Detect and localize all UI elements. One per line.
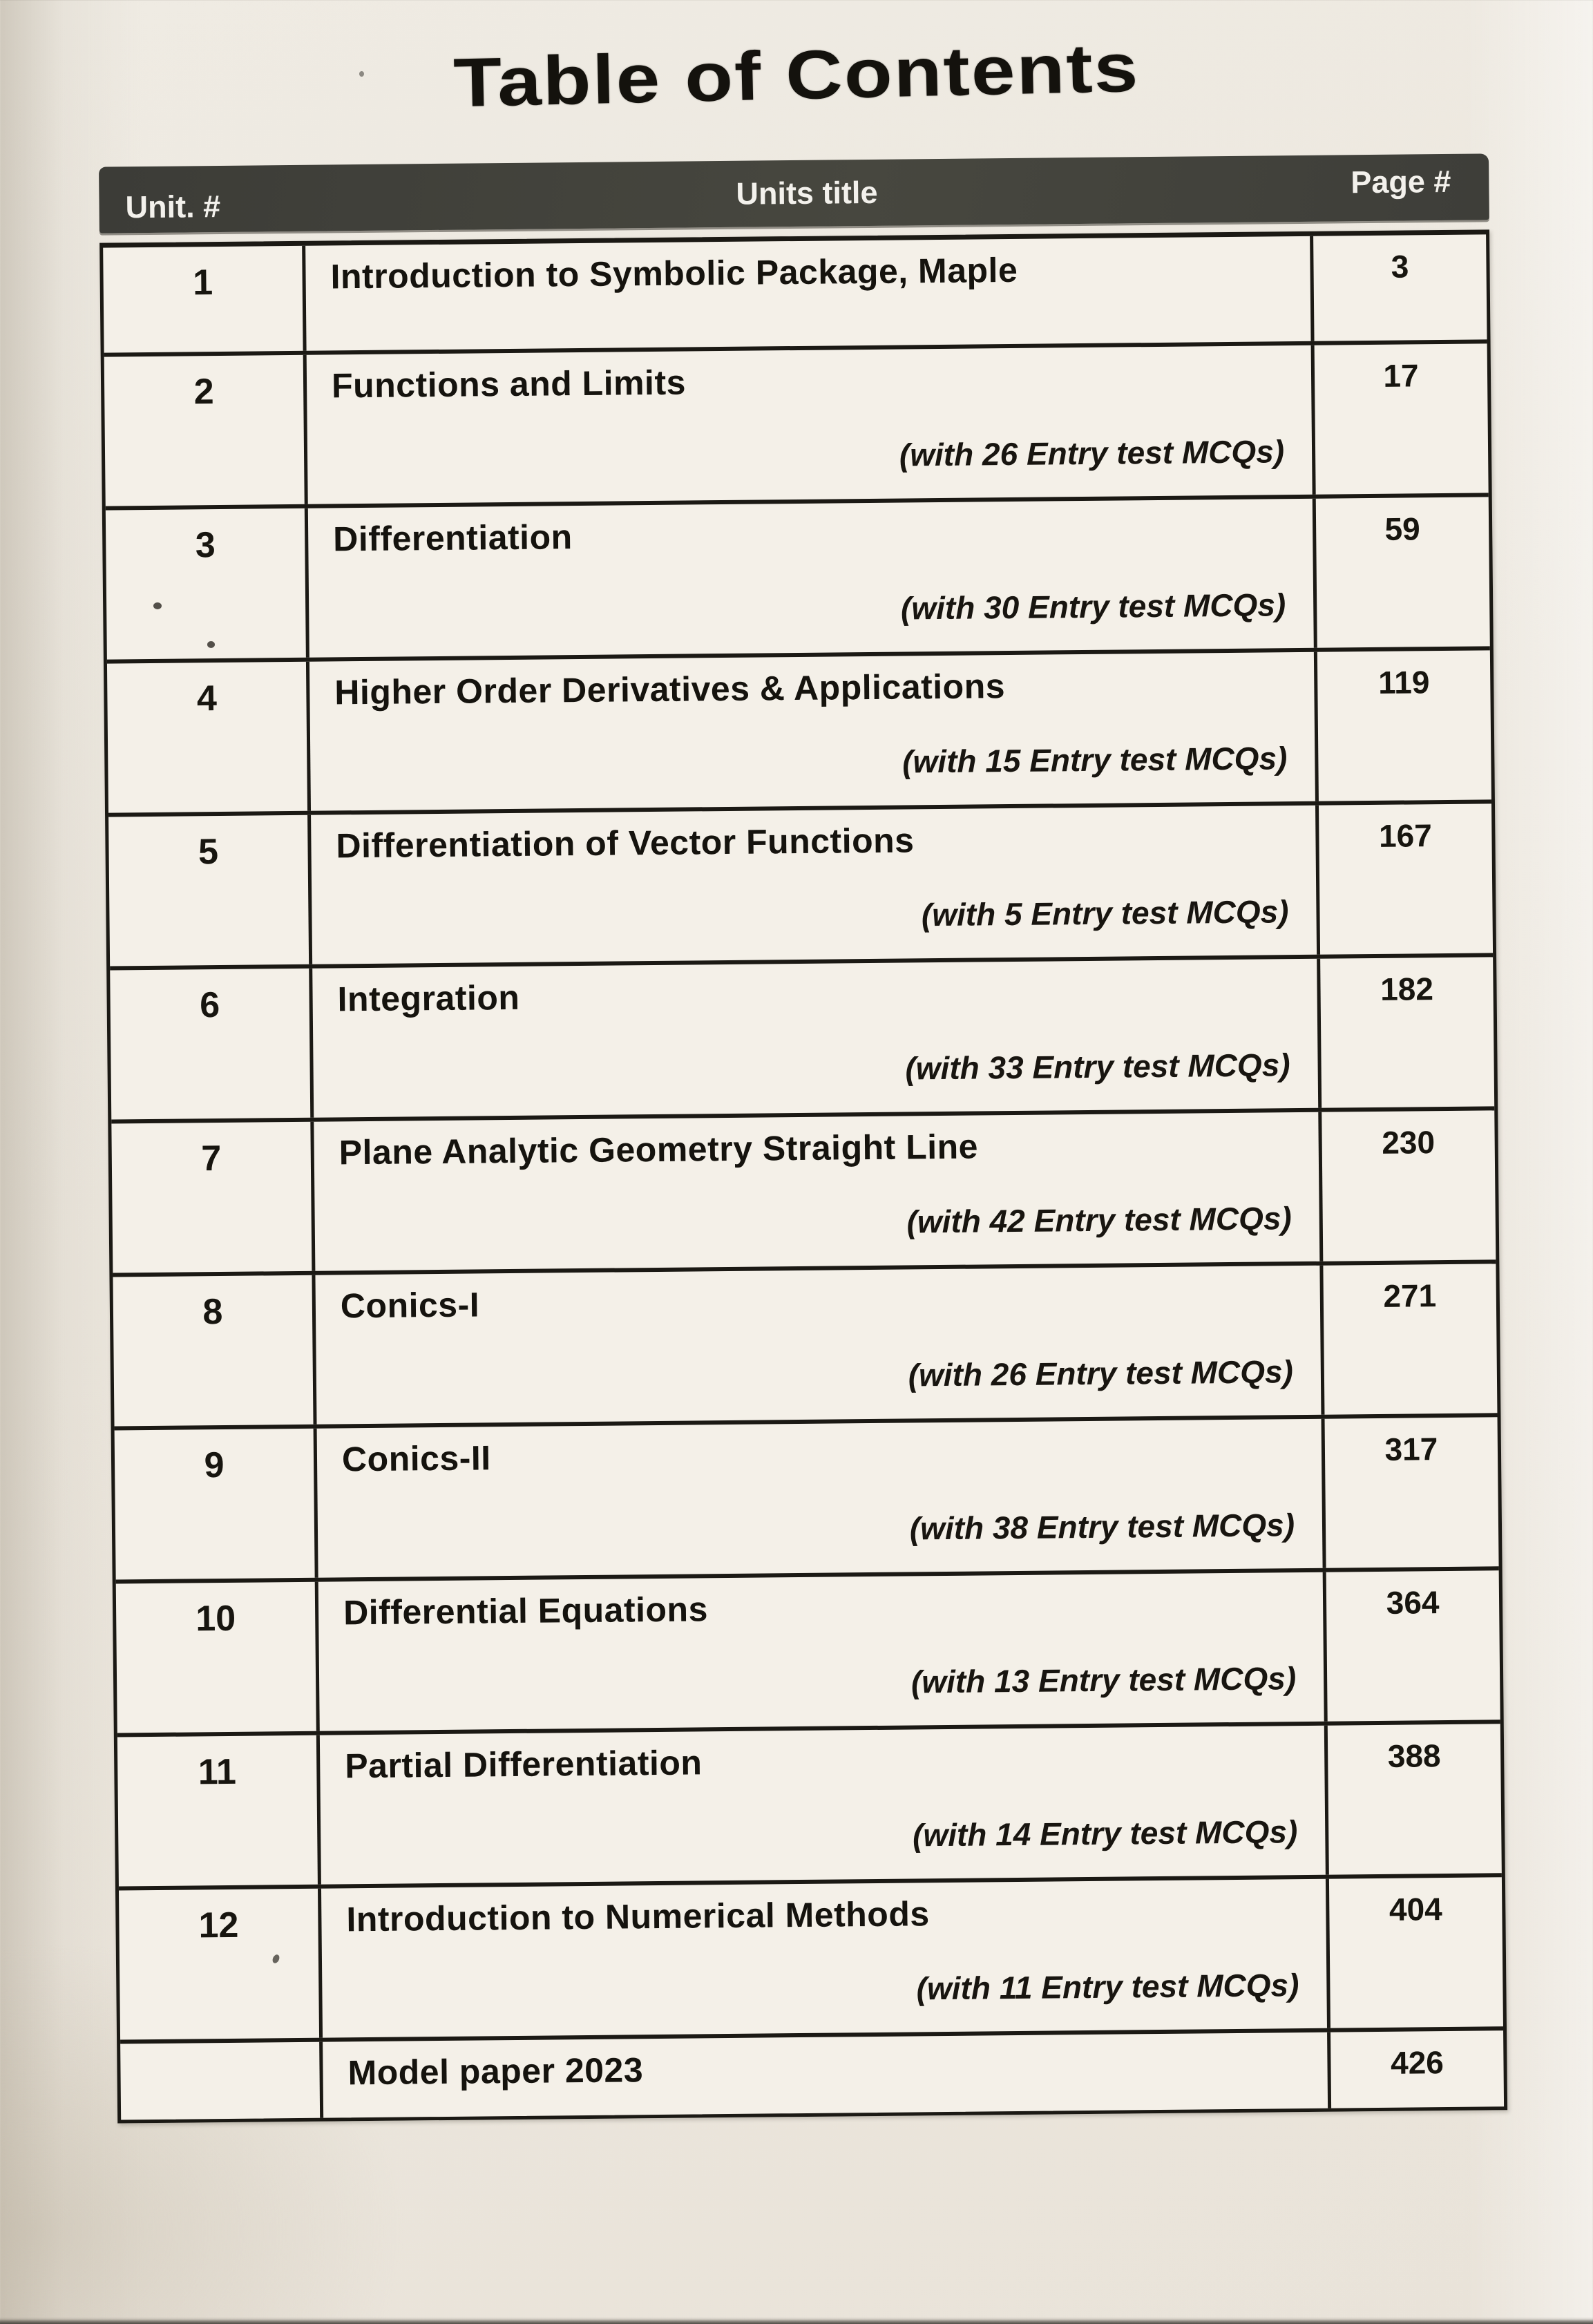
unit-title: Partial Differentiation	[345, 1743, 703, 1786]
unit-number: 12	[198, 1905, 239, 1946]
scan-speck	[153, 602, 162, 609]
unit-title-cell	[302, 236, 1314, 351]
unit-title: Introduction to Numerical Methods	[346, 1894, 930, 1939]
page-title: Table of Contents	[452, 28, 1141, 122]
unit-subtitle: (with 42 Entry test MCQs)	[906, 1200, 1292, 1240]
unit-title: Plane Analytic Geometry Straight Line	[338, 1127, 979, 1172]
unit-title-cell	[319, 2032, 1331, 2118]
unit-number: 8	[202, 1292, 223, 1333]
unit-number: 10	[195, 1598, 236, 1639]
unit-subtitle: (with 30 Entry test MCQs)	[900, 587, 1286, 627]
header-unit-label: Unit. #	[125, 188, 221, 225]
table-body	[99, 229, 1507, 2123]
toc-table	[99, 153, 1507, 2123]
table-row	[120, 2026, 1504, 2120]
page-number: 59	[1384, 511, 1420, 547]
table-row	[117, 1720, 1502, 1886]
table-row	[104, 339, 1489, 506]
unit-subtitle: (with 14 Entry test MCQs)	[912, 1813, 1298, 1854]
unit-title: Integration	[337, 978, 520, 1019]
unit-title-cell	[312, 1266, 1324, 1425]
unit-title-cell	[307, 806, 1320, 964]
unit-subtitle: (with 33 Entry test MCQs)	[905, 1047, 1290, 1087]
unit-title-cell	[315, 1572, 1328, 1731]
page-number: 17	[1383, 357, 1419, 394]
page-number: 426	[1390, 2044, 1444, 2081]
unit-number: 1	[192, 263, 213, 303]
page-number: 388	[1387, 1737, 1441, 1774]
page-number: 167	[1378, 817, 1433, 854]
table-row	[110, 953, 1494, 1119]
unit-title-cell	[314, 1419, 1326, 1578]
scan-speck	[359, 71, 364, 77]
unit-title: Conics-I	[340, 1285, 480, 1326]
table-row	[106, 493, 1490, 659]
unit-title: Higher Order Derivatives & Applications	[334, 667, 1006, 712]
table-row	[115, 1413, 1499, 1579]
unit-title-cell	[316, 1726, 1329, 1885]
page-number: 182	[1380, 971, 1434, 1007]
unit-subtitle: (with 38 Entry test MCQs)	[909, 1507, 1295, 1547]
unit-number	[120, 2042, 320, 2120]
unit-title: Differentiation of Vector Functions	[336, 821, 915, 866]
unit-subtitle: (with 15 Entry test MCQs)	[902, 740, 1288, 780]
page-number: 119	[1377, 664, 1430, 701]
table-row	[107, 646, 1491, 812]
unit-number: 4	[196, 678, 218, 719]
unit-number: 3	[195, 525, 216, 566]
unit-subtitle: (with 26 Entry test MCQs)	[908, 1353, 1294, 1393]
unit-title: Introduction to Symbolic Package, Maple	[330, 250, 1018, 296]
unit-title: Differentiation	[332, 517, 573, 559]
table-header-row	[99, 153, 1489, 233]
header-title-label: Units title	[736, 174, 878, 211]
unit-number: 5	[198, 832, 219, 873]
unit-title: Conics-II	[341, 1438, 491, 1479]
unit-number: 6	[199, 985, 220, 1026]
unit-subtitle: (with 11 Entry test MCQs)	[916, 1967, 1299, 2007]
table-row	[103, 234, 1487, 352]
unit-subtitle: (with 26 Entry test MCQs)	[899, 433, 1285, 473]
unit-title-cell	[309, 959, 1322, 1118]
page-number: 404	[1389, 1891, 1442, 1927]
page-number: 230	[1382, 1124, 1435, 1161]
table-row	[116, 1566, 1500, 1733]
page-number: 317	[1384, 1431, 1438, 1467]
unit-number: 2	[193, 372, 214, 412]
table-row	[119, 1873, 1503, 2039]
unit-title: Model paper 2023	[347, 2050, 644, 2093]
page-number: 364	[1386, 1584, 1440, 1621]
page-number: 271	[1383, 1277, 1437, 1314]
header-page-label: Page #	[1351, 163, 1451, 200]
table-row	[113, 1259, 1497, 1426]
table-row	[108, 799, 1493, 966]
unit-title-cell	[318, 1879, 1330, 2038]
unit-title-cell	[306, 652, 1319, 811]
unit-title-cell	[303, 345, 1316, 504]
unit-number: 11	[198, 1751, 237, 1793]
unit-title-cell	[305, 499, 1317, 658]
unit-subtitle: (with 5 Entry test MCQs)	[921, 893, 1289, 933]
unit-title: Functions and Limits	[331, 363, 687, 406]
scan-speck	[207, 641, 215, 648]
unit-number: 9	[204, 1445, 225, 1486]
photo-bottom-edge	[0, 2319, 1593, 2324]
unit-subtitle: (with 13 Entry test MCQs)	[910, 1660, 1297, 1700]
unit-number: 7	[201, 1139, 222, 1179]
unit-title: Differential Equations	[343, 1590, 709, 1632]
page-number: 3	[1391, 248, 1409, 285]
unit-title-cell	[310, 1112, 1323, 1271]
table-row	[111, 1106, 1496, 1273]
